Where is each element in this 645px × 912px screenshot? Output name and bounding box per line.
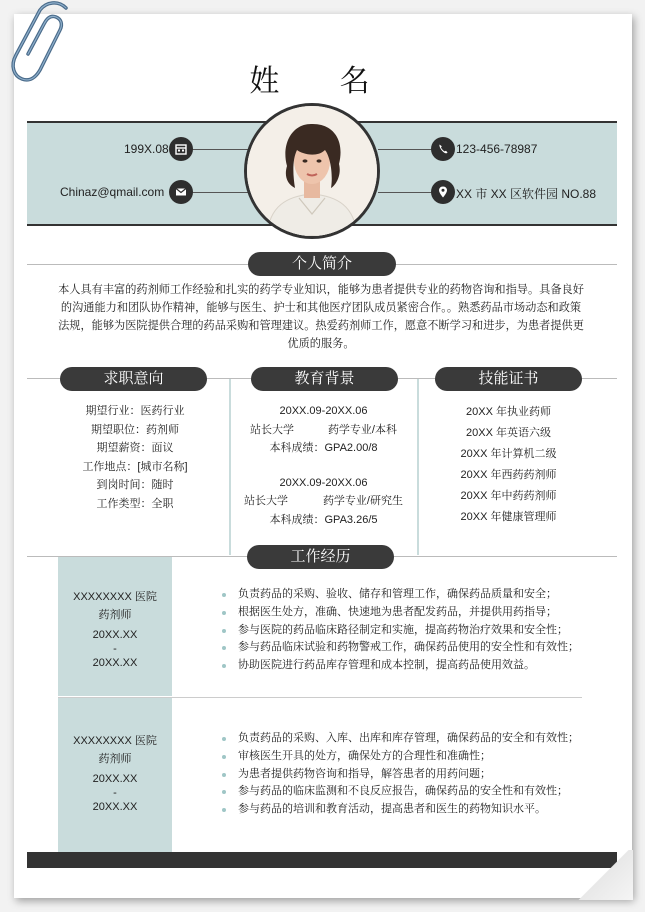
mail-icon	[169, 180, 193, 204]
skill-item: 20XX 年计算机二级	[460, 448, 557, 460]
connector-line	[378, 149, 432, 150]
intent-item: 工作类型：全职	[96, 497, 174, 510]
duty-item: 审核医生开具的处方，确保处方的合理性和准确性；	[222, 748, 579, 766]
edu-gpa: 本科成绩：GPA2.00/8	[269, 442, 378, 454]
intent-item: 到岗时间：随时	[96, 479, 174, 491]
edu-school: 站长大学	[250, 423, 294, 436]
edu-major: 药学专业/研究生	[322, 495, 403, 507]
job-title: 药剂师	[98, 753, 132, 765]
address: XX 市 XX 区软件园 NO.88	[456, 187, 597, 201]
edu-gpa: 本科成绩：GPA3.26/5	[269, 513, 378, 526]
edu-school: 站长大学	[244, 495, 288, 507]
duty-item: 参与医院的药品临床路径制定和实施，提高药物治疗效果和安全性；	[222, 622, 579, 640]
connector-line	[378, 192, 432, 193]
duty-item: 协助医院进行药品库存管理和成本控制，提高药品使用效益。	[222, 657, 579, 675]
duty-item: 负责药品的采购、入库、出库和库存管理，确保药品的安全和有效性；	[222, 730, 579, 748]
skill-item: 20XX 年中药药剂师	[460, 490, 557, 502]
footer-bar	[27, 852, 617, 868]
intent-list	[60, 402, 210, 513]
skill-item: 20XX 年英语六级	[466, 427, 551, 439]
end-date: 20XX.XX	[92, 657, 138, 669]
skill-item: 20XX 年执业药师	[466, 406, 551, 418]
work-entry-1	[58, 588, 172, 672]
company-name: XXXXXXXX 医院	[73, 735, 157, 747]
column-divider	[229, 379, 231, 555]
start-date: 20XX.XX	[92, 773, 138, 785]
skill-item: 20XX 年西药药剂师	[460, 469, 557, 481]
edu-period: 20XX.09-20XX.06	[279, 476, 368, 489]
phone-icon	[431, 137, 455, 161]
job-title: 药剂师	[98, 609, 132, 621]
intent-item: 工作地点：[城市名称]	[82, 460, 188, 473]
section-title-profile: 个人简介	[248, 252, 396, 276]
start-date: 20XX.XX	[92, 629, 138, 641]
column-divider	[417, 379, 419, 555]
page-curl	[573, 850, 633, 900]
section-title-intent: 求职意向	[60, 367, 207, 391]
skills-list	[435, 402, 582, 528]
section-title-education: 教育背景	[251, 367, 398, 391]
duty-list-2	[222, 730, 579, 819]
avatar	[244, 103, 380, 239]
edu-major: 药学专业/本科	[327, 423, 397, 436]
connector-line	[192, 192, 248, 193]
date-separator: -	[113, 787, 117, 799]
intent-item: 期望薪资：面议	[96, 442, 174, 454]
duty-item: 参与药品临床试验和药物警戒工作，确保药品使用的安全性和有效性；	[222, 639, 579, 657]
phone-number[interactable]: 123-456-78987	[456, 142, 538, 156]
connector-line	[192, 149, 248, 150]
intent-item: 期望职位：药剂师	[91, 423, 179, 436]
work-entry-2	[58, 732, 172, 816]
intent-item: 期望行业：医药行业	[85, 405, 185, 417]
work-divider	[58, 697, 582, 698]
duty-list-1	[222, 586, 579, 675]
education-list	[236, 402, 411, 529]
duty-item: 根据医生处方，准确、快速地为患者配发药品，并提供用药指导；	[222, 604, 579, 622]
date-separator: -	[113, 643, 117, 655]
edu-period: 20XX.09-20XX.06	[279, 405, 368, 417]
end-date: 20XX.XX	[92, 801, 138, 813]
calendar-icon	[169, 137, 193, 161]
location-pin-icon	[431, 180, 455, 204]
duty-item: 参与药品的培训和教育活动，提高患者和医生的药物知识水平。	[222, 801, 579, 819]
duty-item: 为患者提供药物咨询和指导，解答患者的用药问题；	[222, 766, 579, 784]
company-name: XXXXXXXX 医院	[73, 591, 157, 603]
resume-name: 姓 名	[249, 65, 396, 98]
section-title-work: 工作经历	[247, 545, 394, 569]
birth-date: 199X.08	[124, 142, 169, 156]
section-title-skills: 技能证书	[435, 367, 582, 391]
duty-item: 参与药品的临床监测和不良反应报告，确保药品的安全性和有效性；	[222, 783, 579, 801]
email[interactable]: Chinaz@qmail.com	[60, 185, 165, 199]
profile-text: 本人具有丰富的药剂师工作经验和扎实的药学专业知识，能够为患者提供专业的药物咨询和指导。具备良好的沟通能力和团队协作精神，能够与医生、护士和其他医疗团队成员紧密合作。。熟悉药品市场动态和政策法规，能够为医院提供合理的药品采购和管理建议。热爱药剂师工作，愿意不断学习和进步，为患者提供更优质的服务。	[58, 284, 584, 350]
skill-item: 20XX 年健康管理师	[460, 511, 557, 523]
duty-item: 负责药品的采购、验收、储存和管理工作，确保药品质量和安全；	[222, 586, 579, 604]
